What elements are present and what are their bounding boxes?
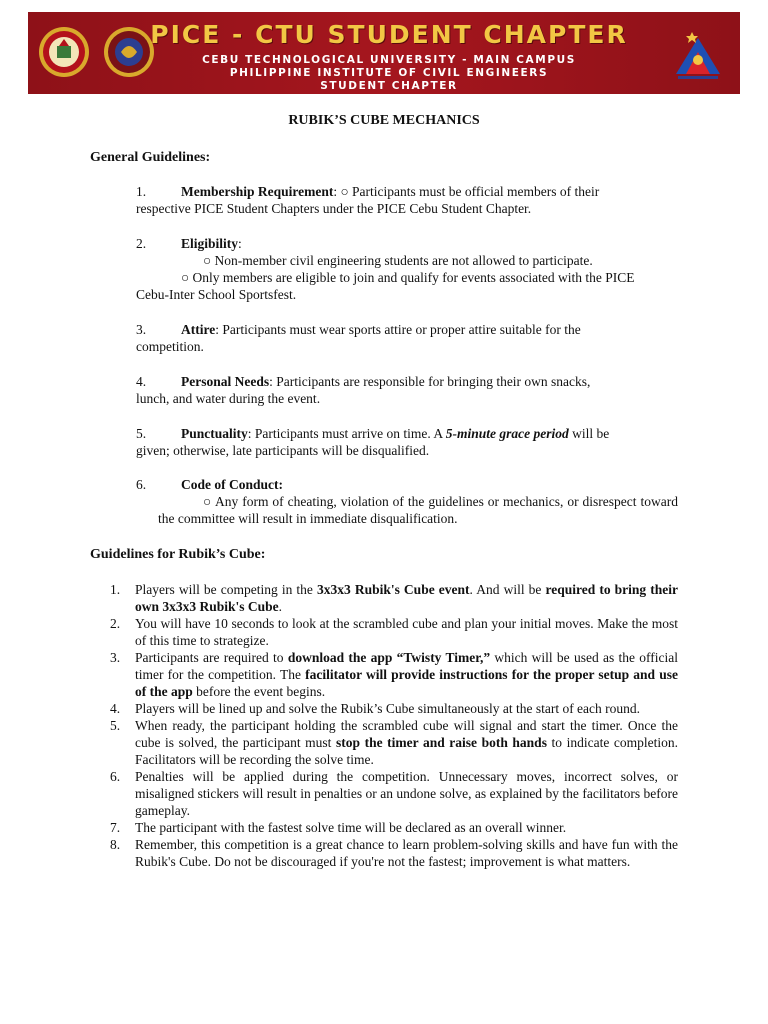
general-item-line: competition. [136, 339, 204, 354]
general-item-line: given; otherwise, late participants will be disqualified. [136, 443, 430, 458]
list-item: 2. You will have 10 seconds to look at the scrambled cube and plan your initial moves. Make the most of this time to strategize. [110, 616, 678, 648]
chapter-title: PICE - CTU STUDENT CHAPTER [150, 20, 628, 49]
general-sub-item: ○ Non-member civil engineering students are not allowed to participate. [203, 253, 593, 268]
ctu-seal-logo [38, 26, 90, 78]
rubik-guidelines-list [110, 581, 678, 870]
general-item-line: respective PICE Student Chapters under the PICE Cebu Student Chapter. [136, 201, 532, 216]
philippine-flag-emblem-logo [668, 24, 728, 84]
general-item-line: Eligibility: [181, 236, 242, 251]
general-item-line: Personal Needs: Participants are responsible for bringing their own snacks, [181, 374, 591, 389]
header-banner [28, 12, 740, 94]
general-item-number: 3. [136, 322, 147, 337]
general-item-number: 1. [136, 184, 147, 199]
general-item-line: Attire: Participants must wear sports attire or proper attire suitable for the [181, 322, 581, 337]
general-item-number: 4. [136, 374, 147, 389]
list-item: 3. Participants are required to download the app “Twisty Timer,” which will be used as the official timer for the competition. The facilitator will provide instructions for the proper setup and use of the app before the event begins. [110, 650, 679, 699]
list-item: 5. When ready, the participant holding the scrambled cube will signal and start the timer. Once the cube is solved, the participant must stop the timer and raise both hands to indicate completion. Facilitators will be recording the solve time. [110, 718, 679, 767]
general-item-line: Code of Conduct: [181, 477, 284, 492]
university-name: CEBU TECHNOLOGICAL UNIVERSITY - MAIN CAMPUS [202, 54, 576, 66]
general-item-number: 2. [136, 236, 147, 251]
general-item-line: Punctuality: Participants must arrive on time. A 5-minute grace period will be [181, 426, 610, 441]
general-sub-item: ○ Only members are eligible to join and qualify for events associated with the PICE [181, 270, 635, 285]
general-item-line: Membership Requirement: ○ Participants must be official members of their [181, 184, 600, 199]
list-item: 8. Remember, this competition is a great chance to learn problem-solving skills and have fun with the Rubik's Cube. Do not be discouraged if you're not the fastest; improvement is what matters. [110, 837, 678, 869]
general-item-number: 6. [136, 477, 147, 492]
chapter-label: STUDENT CHAPTER [320, 80, 458, 92]
list-item: 1. Players will be competing in the 3x3x3 Rubik's Cube event. And will be required to bring their own 3x3x3 Rubik's Cube. [110, 582, 678, 614]
general-sub-item: Cebu-Inter School Sportsfest. [136, 287, 297, 302]
document-title: RUBIK’S CUBE MECHANICS [288, 113, 480, 128]
list-item: 4. Players will be lined up and solve the Rubik’s Cube simultaneously at the start of each round. [110, 701, 641, 716]
list-item: 6. Penalties will be applied during the competition. Unnecessary moves, incorrect solves, or misaligned stickers will result in penalties or an undone solve, as explained by the facilitators before gameplay. [110, 769, 678, 818]
general-guidelines-heading: General Guidelines: [90, 150, 211, 165]
general-item-line: lunch, and water during the event. [136, 391, 321, 406]
list-item: 7. The participant with the fastest solve time will be declared as an overall winner. [110, 820, 567, 835]
institute-name: PHILIPPINE INSTITUTE OF CIVIL ENGINEERS [229, 67, 549, 79]
general-item-number: 5. [136, 426, 147, 441]
general-sub-item: ○ Any form of cheating, violation of the guidelines or mechanics, or disrespect toward the committee will result in immediate disqualification. [158, 494, 678, 526]
rubik-guidelines-heading: Guidelines for Rubik’s Cube: [90, 547, 266, 562]
